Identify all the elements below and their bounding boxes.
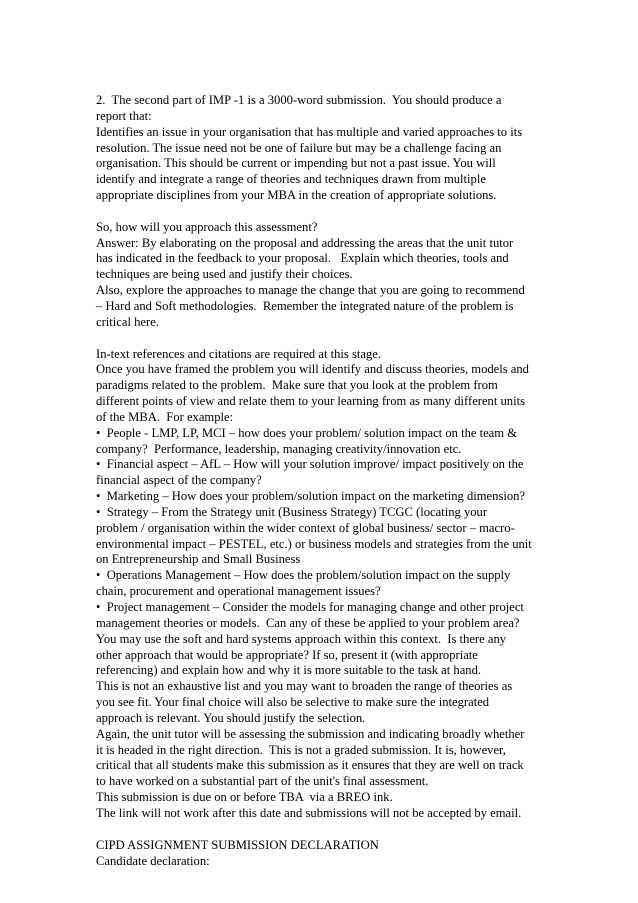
text-line: You may use the soft and hard systems approach within this context. Is there any <box>96 631 507 646</box>
text-line: report that: <box>96 108 152 123</box>
text-line: Once you have framed the problem you will identify and discuss theories, models and <box>96 362 529 377</box>
text-line: critical here. <box>96 314 159 329</box>
text-line: appropriate disciplines from your MBA in the creation of appropriate solutions. <box>96 188 497 203</box>
text-line: it is headed in the right direction. This is not a graded submission. It is, however, <box>96 742 506 757</box>
bullet-line: • People - LMP, LP, MCI – how does your problem/ solution impact on the team & <box>96 425 518 440</box>
text-line: identify and integrate a range of theories and techniques drawn from multiple <box>96 172 486 187</box>
text-line: Also, explore the approaches to manage the change that you are going to recommend <box>96 283 525 298</box>
section-heading: CIPD ASSIGNMENT SUBMISSION DECLARATION <box>96 837 379 852</box>
text-line: management theories or models. Can any of these be applied to your problem area? <box>96 615 520 630</box>
document-page <box>96 93 546 869</box>
paragraph-declaration <box>96 838 546 870</box>
bullet-line: • Strategy – From the Strategy unit (Business Strategy) TCGC (locating your <box>96 504 488 519</box>
text-line: Again, the unit tutor will be assessing the submission and indicating broadly whether <box>96 726 525 741</box>
text-line: on Entrepreneurship and Small Business <box>96 552 301 567</box>
text-line: Identifies an issue in your organisation that has multiple and varied approaches to its <box>96 124 523 139</box>
text-line: chain, procurement and operational management issues? <box>96 584 381 599</box>
text-line: The link will not work after this date and submissions will not be accepted by email. <box>96 805 522 820</box>
text-line: different points of view and relate them to your learning from as many different units <box>96 394 525 409</box>
text-line: financial aspect of the company? <box>96 473 262 488</box>
bullet-line: • Financial aspect – AfL – How will your solution improve/ impact positively on the <box>96 457 524 472</box>
text-line: critical that all students make this submission as it ensures that they are well on track <box>96 758 524 773</box>
bullet-line: • Operations Management – How does the problem/solution impact on the supply <box>96 568 511 583</box>
text-line: This is not an exhaustive list and you may want to broaden the range of theories as <box>96 679 513 694</box>
text-line: to have worked on a substantial part of the unit's final assessment. <box>96 774 429 789</box>
text-line: approach is relevant. You should justify the selection. <box>96 710 366 725</box>
paragraph-approach <box>96 220 546 331</box>
text-line: 2. The second part of IMP -1 is a 3000-word submission. You should produce a <box>96 93 502 107</box>
text-line: environmental impact – PESTEL, etc.) or business models and strategies from the unit <box>96 536 532 551</box>
text-line: of the MBA. For example: <box>96 409 234 424</box>
text-line: In-text references and citations are required at this stage. <box>96 346 381 361</box>
paragraph-references-and-examples <box>96 347 546 822</box>
bullet-line: • Project management – Consider the models for managing change and other project <box>96 600 524 614</box>
paragraph-submission-requirements <box>96 93 546 204</box>
text-line: Answer: By elaborating on the proposal and addressing the areas that the unit tutor <box>96 235 514 250</box>
text-line: referencing) and explain how and why it is more suitable to the task at hand. <box>96 663 482 678</box>
text-line: – Hard and Soft methodologies. Remember the integrated nature of the problem is <box>96 298 514 313</box>
text-line: other approach that would be appropriate? If so, present it (with appropriate <box>96 647 478 662</box>
text-line: company? Performance, leadership, managing creativity/innovation etc. <box>96 441 462 456</box>
paragraph-gap <box>96 331 546 347</box>
paragraph-gap <box>96 822 546 838</box>
text-line: resolution. The issue need not be one of failure but may be a challenge facing an <box>96 140 502 155</box>
paragraph-gap <box>96 204 546 220</box>
text-line: Candidate declaration: <box>96 853 210 868</box>
text-line: techniques are being used and justify their choices. <box>96 267 353 282</box>
text-line: you see fit. Your final choice will also be selective to make sure the integrated <box>96 695 490 710</box>
text-line: So, how will you approach this assessment? <box>96 219 318 234</box>
text-line: has indicated in the feedback to your proposal. Explain which theories, tools and <box>96 251 509 266</box>
text-line: organisation. This should be current or impending but not a past issue. You will <box>96 156 496 171</box>
text-line: problem / organisation within the wider context of global business/ sector – macro- <box>96 520 515 535</box>
text-line: paradigms related to the problem. Make sure that you look at the problem from <box>96 378 498 393</box>
bullet-line: • Marketing – How does your problem/solution impact on the marketing dimension? <box>96 489 526 504</box>
text-line: This submission is due on or before TBA via a BREO ink. <box>96 790 393 805</box>
